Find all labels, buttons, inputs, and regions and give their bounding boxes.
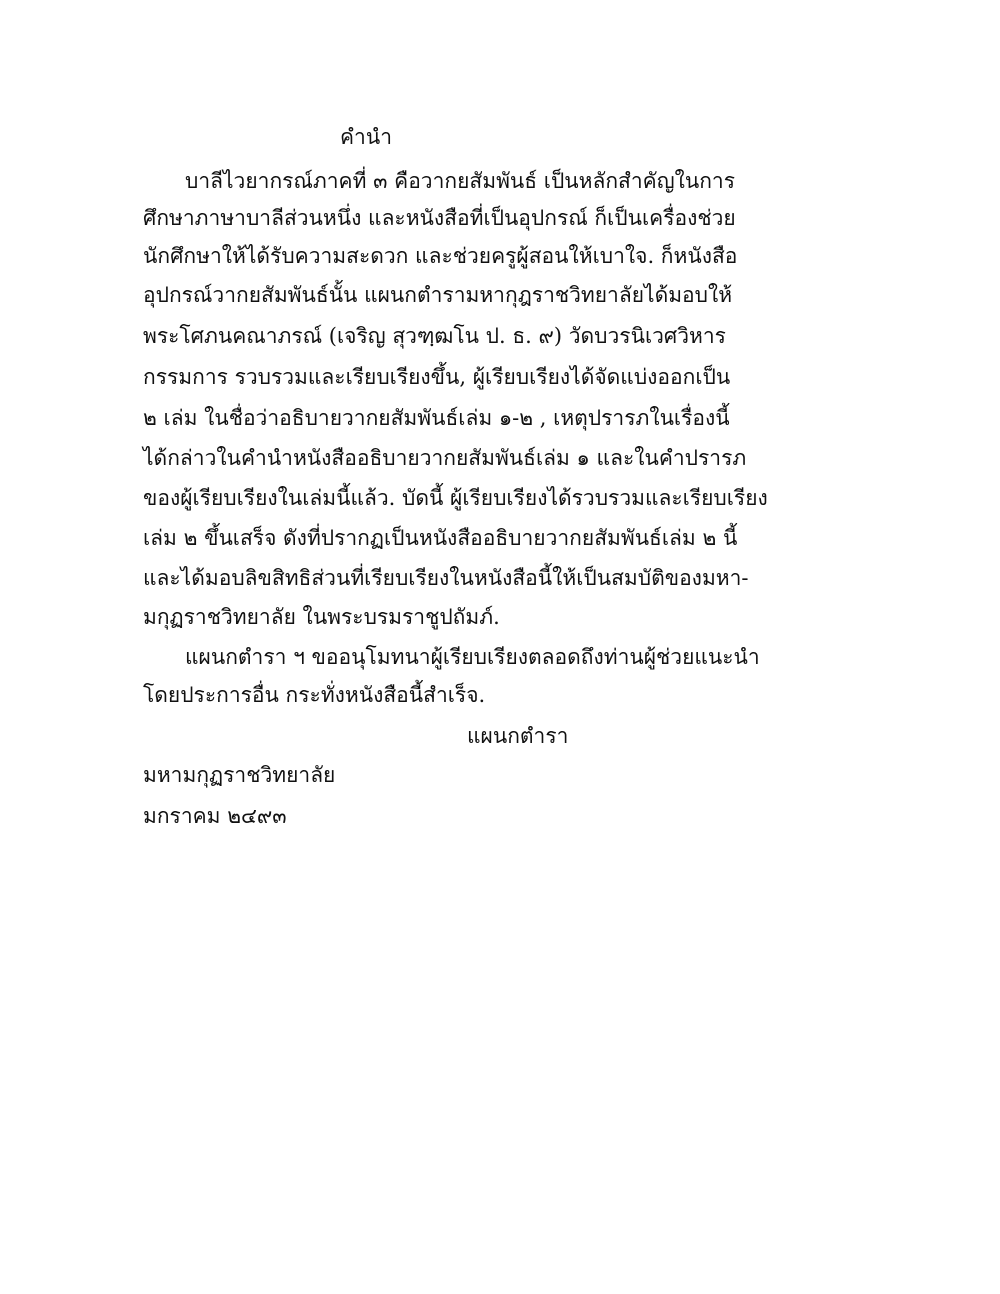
paragraph1-line-10: เล่ม ๒ ขึ้นเสร็จ ดังที่ปรากฏเป็นหนังสืออธิบายวากยสัมพันธ์เล่ม ๒ นี้: [143, 526, 738, 550]
signature-date: มกราคม ๒๔๙๓: [143, 804, 287, 828]
paragraph1-line-9: ของผู้เรียบเรียงในเล่มนี้แล้ว. บัดนี้ ผู้เรียบเรียงได้รวบรวมและเรียบเรียง: [143, 486, 768, 510]
paragraph1-line-7: ๒ เล่ม ในชื่อว่าอธิบายวากยสัมพันธ์เล่ม ๑-๒ , เหตุปรารภในเรื่องนี้: [143, 406, 730, 430]
paragraph1-line-12: มกุฏราชวิทยาลัย ในพระบรมราชูปถัมภ์.: [143, 605, 500, 629]
paragraph1-line-11: และได้มอบลิขสิทธิส่วนที่เรียบเรียงในหนังสือนี้ให้เป็นสมบัติของมหา-: [143, 566, 749, 590]
signature-department: แผนกตำรา: [467, 724, 569, 748]
paragraph1-line-5: พระโศภนคณาภรณ์ (เจริญ สุวฑฺฒโน ป. ธ. ๙) วัดบวรนิเวศวิหาร: [143, 324, 726, 348]
paragraph1-line-6: กรรมการ รวบรวมและเรียบเรียงขึ้น, ผู้เรียบเรียงได้จัดแบ่งออกเป็น: [143, 365, 731, 389]
paragraph1-line-2: ศึกษาภาษาบาลีส่วนหนึ่ง และหนังสือที่เป็นอุปกรณ์ ก็เป็นเครื่องช่วย: [143, 206, 736, 230]
paragraph1-line-1: บาลีไวยากรณ์ภาคที่ ๓ คือวากยสัมพันธ์ เป็นหลักสำคัญในการ: [185, 169, 735, 193]
paragraph1-line-4: อุปกรณ์วากยสัมพันธ์นั้น แผนกตำรามหากุฎราชวิทยาลัยได้มอบให้: [143, 283, 733, 307]
paragraph1-line-8: ได้กล่าวในคำนำหนังสืออธิบายวากยสัมพันธ์เล่ม ๑ และในคำปรารภ: [143, 446, 747, 470]
paragraph2-line-2: โดยประการอื่น กระทั่งหนังสือนี้สำเร็จ.: [143, 683, 486, 707]
page-title: คำนำ: [340, 125, 392, 149]
paragraph1-line-3: นักศึกษาให้ได้รับความสะดวก และช่วยครูผู้สอนให้เบาใจ. ก็หนังสือ: [143, 244, 738, 268]
paragraph2-line-1: แผนกตำรา ฯ ขออนุโมทนาผู้เรียบเรียงตลอดถึงท่านผู้ช่วยแนะนำ: [185, 645, 760, 669]
signature-institution: มหามกุฏราชวิทยาลัย: [143, 763, 336, 787]
